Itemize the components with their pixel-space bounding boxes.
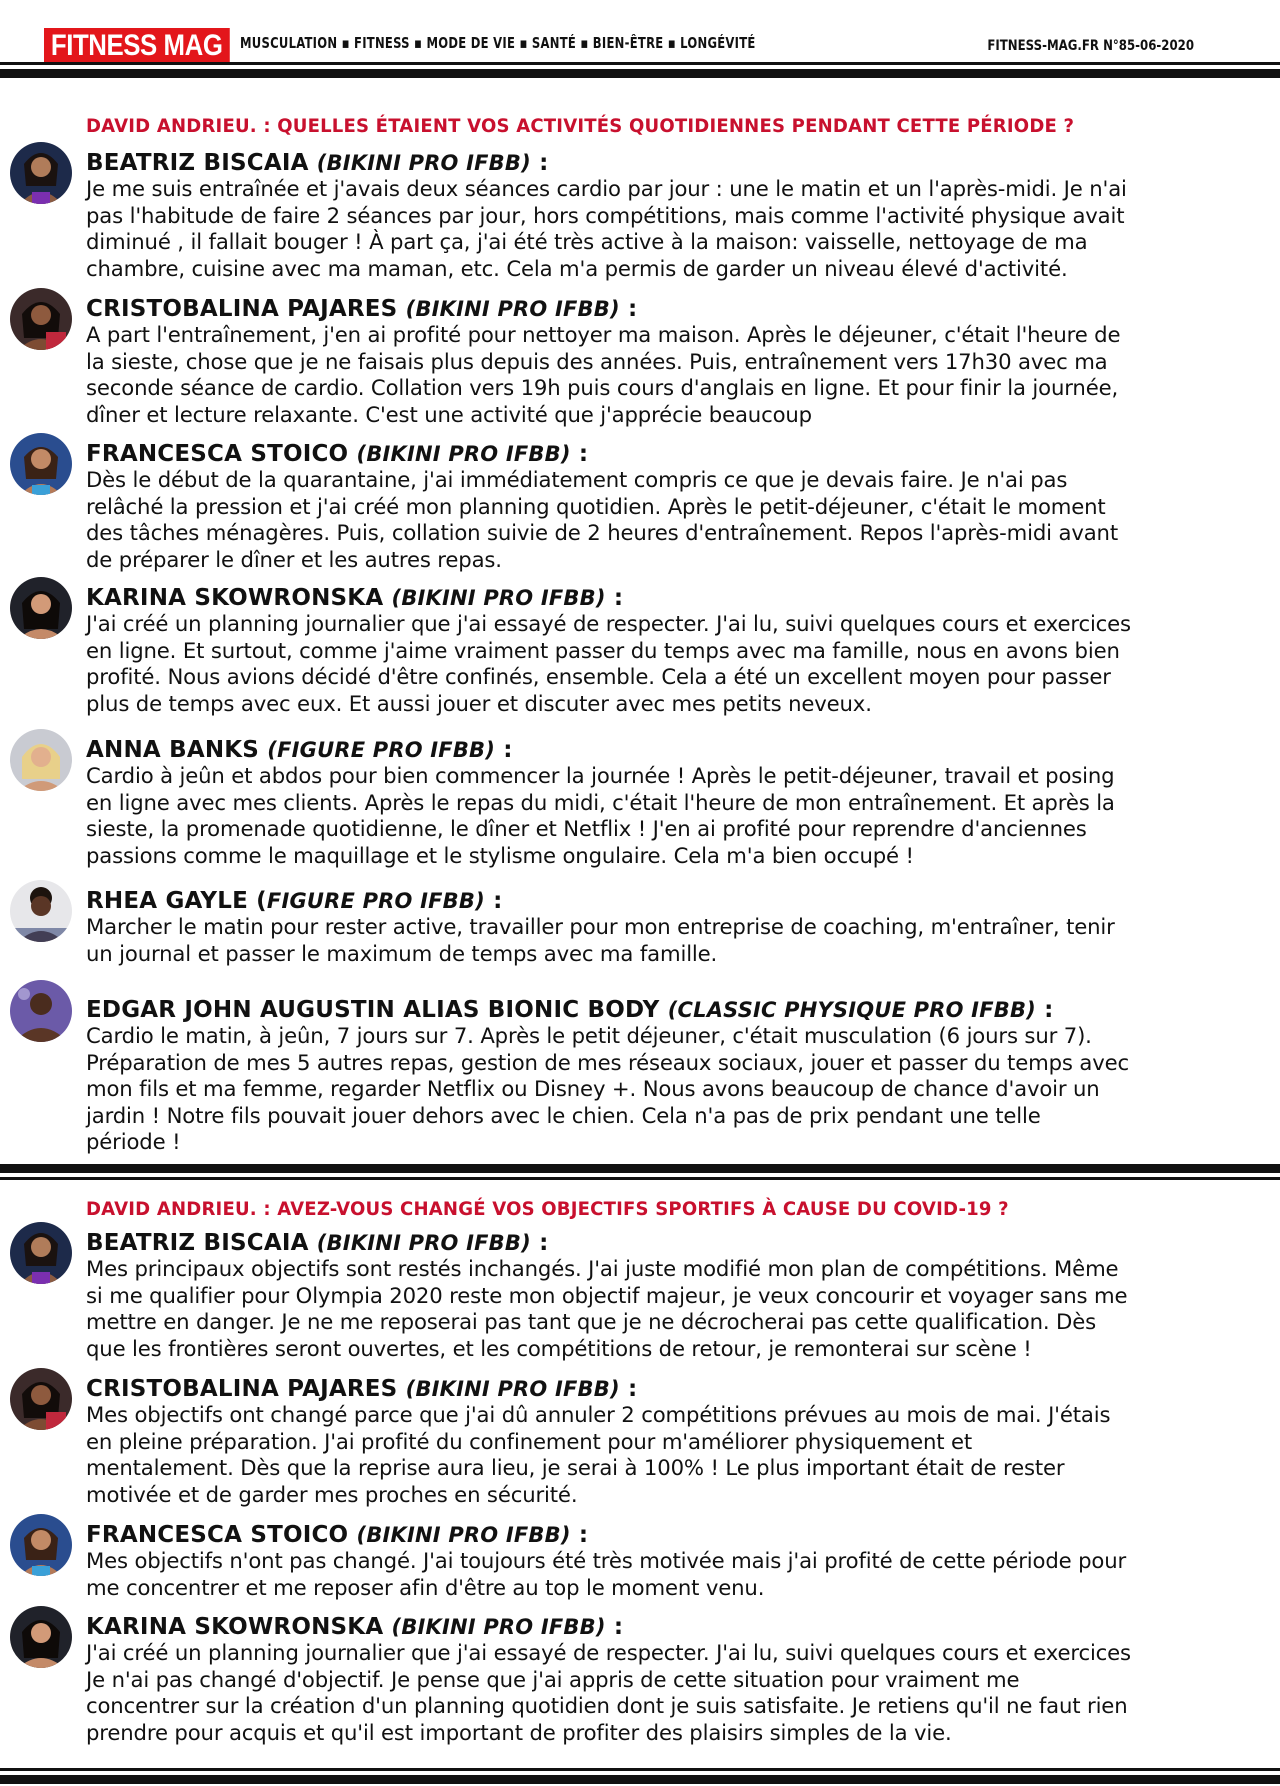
answer-line: des tâches ménagères. Puis, collation suivie de 2 heures d'entraînement. Repos l'après-midi avant [86, 520, 1118, 545]
answer-line: plus de temps avec eux. Et aussi jouer et discuter avec mes petits neveux. [86, 690, 872, 716]
name-colon: : [1035, 997, 1054, 1023]
answer-line: relâché la pression et j'ai créé mon planning quotidien. Après le petit-déjeuner, c'était le moment [86, 493, 1106, 519]
athlete-avatar [10, 729, 72, 791]
athlete-name-line [86, 1614, 623, 1640]
answer-line: concentrer sur la création d'un planning quotidien dont je suis satisfaite. Je retiens qu'il ne faut rien [86, 1693, 1128, 1718]
answer-line: passions comme le maquillage et le stylisme ongulaire. Cela m'a bien occupé ! [86, 842, 914, 868]
name-colon: : [570, 441, 589, 467]
answer-line: Mes objectifs n'ont pas changé. J'ai toujours été très motivée mais j'ai profité de cette période pour [86, 1548, 1127, 1573]
athlete-answer [86, 467, 1246, 573]
athlete-category: (BIKINI PRO IFBB) [356, 1523, 571, 1547]
answer-line: jardin ! Notre fils pouvait jouer dehors avec le chien. Cela n'a pas de prix pendant une telle [86, 1102, 1041, 1128]
answer-line: en ligne. Et surtout, comme j'aime vraiment passer du temps avec ma famille, nous en avons bien [86, 637, 1120, 663]
athlete-category: (BIKINI PRO IFBB) [405, 297, 620, 321]
athlete-category: (BIKINI PRO IFBB) [316, 151, 531, 175]
answer-line: A part l'entraînement, j'en ai profité pour nettoyer ma maison. Après le déjeuner, c'était l'heure de [86, 322, 1121, 347]
name-colon: : [484, 888, 503, 914]
athlete-avatar [10, 1514, 72, 1576]
answer-line: motivée et de garder mes proches en sécurité. [86, 1481, 578, 1507]
answer-line: J'ai créé un planning journalier que j'ai essayé de respecter. J'ai lu, suivi quelques cours et exercices [86, 1640, 1131, 1665]
answer-line: Cardio à jeûn et abdos pour bien commencer la journée ! Après le petit-déjeuner, travail et posing [86, 763, 1115, 788]
answer-line: mettre en danger. Je ne me reposerai pas tant que je ne décrocherai pas cette qualification. Dès [86, 1309, 1096, 1334]
athlete-answer [86, 1256, 1246, 1362]
athlete-name-line [86, 1230, 549, 1256]
athlete-avatar [10, 142, 72, 204]
athlete-answer [86, 611, 1246, 717]
athlete-answer [86, 763, 1246, 869]
athlete-answer [86, 1640, 1246, 1746]
name-colon: : [605, 585, 624, 611]
athlete-answer [86, 176, 1246, 282]
athlete-avatar [10, 577, 72, 639]
athlete-name-line [86, 585, 623, 611]
athlete-name: EDGAR JOHN AUGUSTIN ALIAS BIONIC BODY [86, 997, 668, 1023]
name-colon: : [495, 737, 513, 763]
athlete-name: CRISTOBALINA PAJARES [86, 1376, 406, 1402]
athlete-avatar [10, 1606, 72, 1668]
answer-line: pas l'habitude de faire 2 séances par jour, hors compétitions, mais comme l'activité physique avait [86, 202, 1125, 228]
athlete-name: CRISTOBALINA PAJARES [86, 296, 406, 322]
athlete-answer [86, 1548, 1246, 1601]
answer-line: prendre pour acquis et qu'il est important de profiter des plaisirs simples de la vie. [86, 1719, 952, 1745]
athlete-answer [86, 914, 1246, 967]
athlete-category: (CLASSIC PHYSIQUE PRO IFBB) [667, 998, 1036, 1022]
athlete-name: KARINA SKOWRONSKA [86, 585, 392, 611]
answer-line: Marcher le matin pour rester active, travailler pour mon entreprise de coaching, m'entraîner, tenir [86, 914, 1115, 939]
answer-line: diminué , il fallait bouger ! À part ça, j'ai été très active à la maison: vaisselle, nettoyage de ma [86, 229, 1088, 254]
answer-line: dîner et lecture relaxante. C'est une activité que j'apprécie beaucoup [86, 401, 812, 427]
answer-line: seconde séance de cardio. Collation vers 19h puis cours d'anglais en ligne. Et pour finir la journée, [86, 375, 1119, 400]
athlete-name-line [86, 997, 1054, 1023]
answer-line: de préparer le dîner et les autres repas. [86, 546, 502, 572]
athlete-name: RHEA GAYLE ( [86, 888, 267, 914]
answer-line: que les frontières seront ouvertes, et les compétitions de retour, je remonterai sur scène ! [86, 1335, 1032, 1361]
athlete-name: BEATRIZ BISCAIA [86, 1230, 317, 1256]
answer-line: chambre, cuisine avec ma maman, etc. Cela m'a permis de garder un niveau élevé d'activité. [86, 255, 1068, 281]
answer-line: Dès le début de la quarantaine, j'ai immédiatement compris ce que je devais faire. Je n'ai pas [86, 467, 1068, 492]
athlete-name: BEATRIZ BISCAIA [86, 150, 317, 176]
athlete-category: (BIKINI PRO IFBB) [316, 1231, 531, 1255]
name-colon: : [530, 1230, 549, 1256]
name-colon: : [619, 1376, 638, 1402]
athlete-answer [86, 1023, 1246, 1156]
footer-divider [0, 1768, 1280, 1784]
answer-line: un journal et passer le maximum de temps avec ma famille. [86, 940, 718, 966]
athlete-name: KARINA SKOWRONSKA [86, 1614, 392, 1640]
athlete-name: FRANCESCA STOICO [86, 441, 357, 467]
answer-line: si me qualifier pour Olympia 2020 reste mon objectif majeur, je veux concourir et voyager sans me [86, 1282, 1128, 1308]
answer-line: J'ai créé un planning journalier que j'ai essayé de respecter. J'ai lu, suivi quelques cours et exercices [86, 611, 1131, 636]
answer-line: sieste, la promenade quotidienne, le dîner et Netflix ! J'en ai profité pour reprendre d'anciennes [86, 816, 1087, 841]
section-nav: MUSCULATION ▪ FITNESS ▪ MODE DE VIE ▪ SANTÉ ▪ BIEN-ÊTRE ▪ LONGÉVITÉ [240, 34, 756, 52]
athlete-category: FIGURE PRO IFBB) [266, 889, 485, 913]
answer-line: en pleine préparation. J'ai profité du confinement pour m'améliorer physiquement et [86, 1428, 973, 1454]
name-colon: : [619, 296, 638, 322]
answer-line: profité. Nous avions décidé d'être confinés, ensemble. Cela a été un excellent moyen pour passer [86, 664, 1111, 689]
athlete-avatar [10, 288, 72, 350]
athlete-avatar [10, 880, 72, 942]
athlete-avatar [10, 433, 72, 495]
answer-line: Je me suis entraînée et j'avais deux séances cardio par jour : une le matin et un l'après-midi. Je n'ai [86, 176, 1127, 201]
athlete-category: (BIKINI PRO IFBB) [391, 586, 606, 610]
athlete-name: ANNA BANKS [86, 737, 268, 763]
athlete-avatar [10, 980, 72, 1042]
athlete-answer [86, 322, 1246, 428]
athlete-name-line [86, 441, 588, 467]
answer-line: mon fils et ma femme, regarder Netflix ou Disney +. Nous avons beaucoup de chance d'avoir un [86, 1076, 1100, 1101]
answer-line: en ligne avec mes clients. Après le repas du midi, c'était l'heure de mon entraînement. Et après la [86, 789, 1115, 815]
answer-line: la sieste, chose que je ne faisais plus depuis des années. Puis, entraînement vers 17h30 avec ma [86, 348, 1108, 374]
answer-line: Mes objectifs ont changé parce que j'ai dû annuler 2 compétitions prévues au mois de mai. J'étais [86, 1402, 1111, 1427]
interview-question: DAVID ANDRIEU. : AVEZ-VOUS CHANGÉ VOS OBJECTIFS SPORTIFS À CAUSE DU COVID-19 ? [86, 1198, 1009, 1220]
name-colon: : [605, 1614, 624, 1640]
magazine-logo: FITNESS MAG [44, 28, 229, 64]
athlete-name-line [86, 888, 502, 914]
answer-line: Cardio le matin, à jeûn, 7 jours sur 7. Après le petit déjeuner, c'était musculation (6 jours sur 7). [86, 1023, 1092, 1048]
athlete-avatar [10, 1222, 72, 1284]
answer-line: Mes principaux objectifs sont restés inchangés. J'ai juste modifié mon plan de compétitions. Même [86, 1256, 1119, 1281]
header-divider [0, 62, 1280, 78]
athlete-category: (BIKINI PRO IFBB) [391, 1615, 606, 1639]
athlete-name-line [86, 1522, 588, 1548]
answer-line: période ! [86, 1129, 181, 1154]
answer-line: me concentrer et me reposer afin d'être au top le moment venu. [86, 1574, 765, 1600]
athlete-answer [86, 1402, 1246, 1508]
name-colon: : [570, 1522, 589, 1548]
athlete-category: (FIGURE PRO IFBB) [267, 738, 496, 762]
athlete-name-line [86, 296, 637, 322]
athlete-category: (BIKINI PRO IFBB) [405, 1377, 620, 1401]
name-colon: : [530, 150, 549, 176]
athlete-category: (BIKINI PRO IFBB) [356, 442, 571, 466]
athlete-name: FRANCESCA STOICO [86, 1522, 357, 1548]
interview-question: DAVID ANDRIEU. : QUELLES ÉTAIENT VOS ACTIVITÉS QUOTIDIENNES PENDANT CETTE PÉRIODE ? [86, 115, 1075, 137]
athlete-avatar [10, 1368, 72, 1430]
athlete-name-line [86, 1376, 637, 1402]
answer-line: Préparation de mes 5 autres repas, gestion de mes réseaux sociaux, jouer et passer du temps avec [86, 1049, 1129, 1075]
athlete-name-line [86, 150, 549, 176]
section-divider [0, 1164, 1280, 1180]
answer-line: mentalement. Dès que la reprise aura lieu, je serai à 100% ! Le plus important était de rester [86, 1455, 1065, 1480]
issue-info: FITNESS-MAG.FR N°85-06-2020 [987, 38, 1194, 54]
athlete-name-line [86, 737, 513, 763]
answer-line: Je n'ai pas changé d'objectif. Je pense que j'ai appris de cette situation pour vraiment me [86, 1666, 1020, 1692]
magazine-header [0, 0, 1280, 64]
